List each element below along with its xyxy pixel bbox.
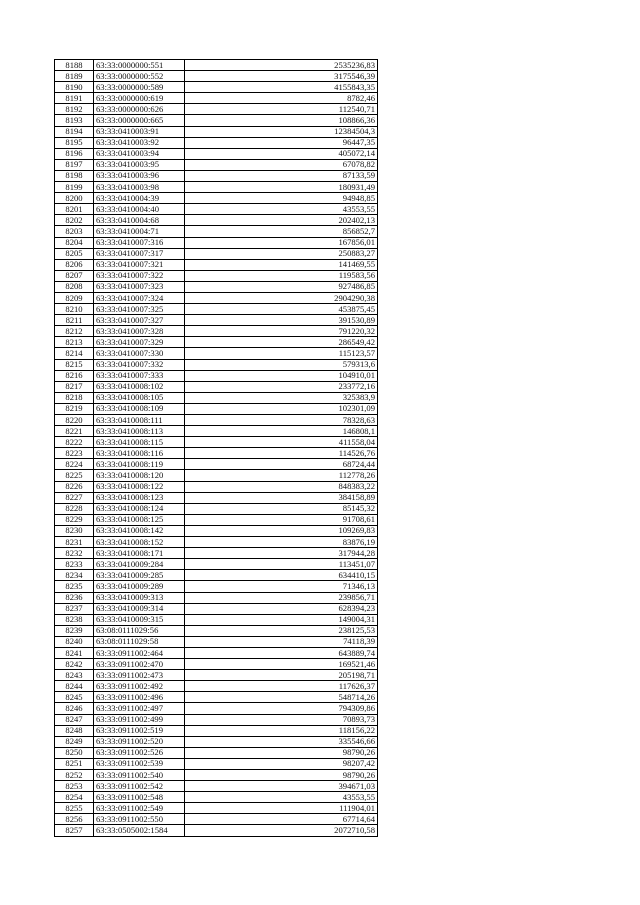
table-row (55, 459, 378, 470)
cadastral-value: 3175546,39 (185, 71, 378, 82)
table-row (55, 714, 378, 725)
cadastral-number: 63:33:0410007:321 (94, 259, 185, 270)
table-row (55, 426, 378, 437)
table-row (55, 636, 378, 647)
cadastral-value: 579313,6 (185, 359, 378, 370)
table-row (55, 82, 378, 93)
table-row (55, 814, 378, 825)
cadastral-value: 112778,26 (185, 470, 378, 481)
cadastral-number: 63:33:0410007:333 (94, 370, 185, 381)
row-number: 8196 (55, 148, 94, 159)
table-row (55, 126, 378, 137)
table-row (55, 736, 378, 747)
table-row (55, 93, 378, 104)
table-row (55, 592, 378, 603)
row-number: 8246 (55, 703, 94, 714)
cadastral-value: 250883,27 (185, 248, 378, 259)
cadastral-value: 205198,71 (185, 670, 378, 681)
cadastral-number: 63:33:0410008:125 (94, 514, 185, 525)
cadastral-value: 96447,35 (185, 137, 378, 148)
cadastral-number: 63:33:0000000:589 (94, 82, 185, 93)
cadastral-number: 63:33:0410008:171 (94, 548, 185, 559)
row-number: 8226 (55, 481, 94, 492)
cadastral-number: 63:33:0505002:1584 (94, 825, 185, 836)
row-number: 8213 (55, 337, 94, 348)
cadastral-value: 102301,09 (185, 403, 378, 414)
cadastral-number: 63:33:0410008:152 (94, 537, 185, 548)
cadastral-number: 63:33:0410004:71 (94, 226, 185, 237)
table-row (55, 625, 378, 636)
table-row (55, 581, 378, 592)
cadastral-value: 384158,89 (185, 492, 378, 503)
cadastral-value: 628394,23 (185, 603, 378, 614)
table-row (55, 670, 378, 681)
cadastral-value: 115123,57 (185, 348, 378, 359)
table-row (55, 315, 378, 326)
table-row (55, 703, 378, 714)
cadastral-value: 68724,44 (185, 459, 378, 470)
cadastral-value: 791220,32 (185, 326, 378, 337)
cadastral-number: 63:33:0410007:328 (94, 326, 185, 337)
table-row (55, 170, 378, 181)
cadastral-value: 98790,26 (185, 770, 378, 781)
cadastral-value: 113451,07 (185, 559, 378, 570)
cadastral-value: 85145,32 (185, 503, 378, 514)
cadastral-value: 146808,1 (185, 426, 378, 437)
cadastral-value: 548714,26 (185, 692, 378, 703)
table-row (55, 559, 378, 570)
cadastral-value: 111904,01 (185, 803, 378, 814)
table-row (55, 403, 378, 414)
row-number: 8204 (55, 237, 94, 248)
table-row (55, 747, 378, 758)
row-number: 8232 (55, 548, 94, 559)
row-number: 8222 (55, 437, 94, 448)
cadastral-value: 453875,45 (185, 304, 378, 315)
cadastral-number: 63:33:0410007:330 (94, 348, 185, 359)
table-row (55, 415, 378, 426)
table-row (55, 537, 378, 548)
cadastral-number: 63:33:0410008:116 (94, 448, 185, 459)
table-row (55, 659, 378, 670)
cadastral-number: 63:33:0410003:91 (94, 126, 185, 137)
cadastral-number: 63:33:0410007:325 (94, 304, 185, 315)
table-row (55, 237, 378, 248)
row-number: 8188 (55, 60, 94, 71)
table-row (55, 370, 378, 381)
cadastral-number: 63:33:0410004:39 (94, 193, 185, 204)
table-row (55, 226, 378, 237)
table-row (55, 326, 378, 337)
cadastral-number: 63:33:0911002:499 (94, 714, 185, 725)
cadastral-value: 98790,26 (185, 747, 378, 758)
cadastral-number: 63:33:0410008:109 (94, 403, 185, 414)
cadastral-value: 239856,71 (185, 592, 378, 603)
cadastral-number: 63:33:0911002:526 (94, 747, 185, 758)
table-row (55, 304, 378, 315)
cadastral-number: 63:33:0410008:124 (94, 503, 185, 514)
cadastral-number: 63:33:0911002:520 (94, 736, 185, 747)
cadastral-value: 2072710,58 (185, 825, 378, 836)
cadastral-number: 63:33:0410007:327 (94, 315, 185, 326)
cadastral-value: 856852,7 (185, 226, 378, 237)
row-number: 8236 (55, 592, 94, 603)
cadastral-value: 233772,16 (185, 381, 378, 392)
cadastral-value: 43553,55 (185, 204, 378, 215)
table-row (55, 60, 378, 71)
cadastral-number: 63:33:0911002:497 (94, 703, 185, 714)
table-row (55, 137, 378, 148)
table-row (55, 259, 378, 270)
table-row (55, 392, 378, 403)
row-number: 8234 (55, 570, 94, 581)
cadastral-number: 63:08:0111029:56 (94, 625, 185, 636)
table-row (55, 792, 378, 803)
table-row (55, 270, 378, 281)
table-row (55, 803, 378, 814)
table-row (55, 692, 378, 703)
table-row (55, 548, 378, 559)
cadastral-number: 63:33:0410009:289 (94, 581, 185, 592)
table-row (55, 159, 378, 170)
cadastral-number: 63:33:0410009:314 (94, 603, 185, 614)
row-number: 8214 (55, 348, 94, 359)
row-number: 8205 (55, 248, 94, 259)
row-number: 8195 (55, 137, 94, 148)
cadastral-value: 202402,13 (185, 215, 378, 226)
table-row (55, 437, 378, 448)
cadastral-value: 43553,55 (185, 792, 378, 803)
table-row (55, 348, 378, 359)
table-row (55, 725, 378, 736)
table-row (55, 148, 378, 159)
cadastral-number: 63:33:0000000:626 (94, 104, 185, 115)
table-row (55, 781, 378, 792)
cadastral-number: 63:33:0410008:119 (94, 459, 185, 470)
cadastral-value: 317944,28 (185, 548, 378, 559)
cadastral-number: 63:33:0410008:111 (94, 415, 185, 426)
row-number: 8249 (55, 736, 94, 747)
row-number: 8206 (55, 259, 94, 270)
row-number: 8225 (55, 470, 94, 481)
row-number: 8248 (55, 725, 94, 736)
cadastral-value: 394671,03 (185, 781, 378, 792)
row-number: 8210 (55, 304, 94, 315)
cadastral-value: 149004,31 (185, 614, 378, 625)
row-number: 8216 (55, 370, 94, 381)
cadastral-value: 108866,36 (185, 115, 378, 126)
cadastral-value: 405072,14 (185, 148, 378, 159)
cadastral-value: 238125,53 (185, 625, 378, 636)
cadastral-value: 391530,89 (185, 315, 378, 326)
cadastral-number: 63:33:0911002:550 (94, 814, 185, 825)
row-number: 8192 (55, 104, 94, 115)
row-number: 8219 (55, 403, 94, 414)
table-row (55, 292, 378, 303)
cadastral-number: 63:33:0410008:115 (94, 437, 185, 448)
cadastral-number: 63:33:0911002:519 (94, 725, 185, 736)
row-number: 8247 (55, 714, 94, 725)
row-number: 8227 (55, 492, 94, 503)
table-row (55, 281, 378, 292)
cadastral-value: 4155843,35 (185, 82, 378, 93)
row-number: 8235 (55, 581, 94, 592)
table-row (55, 503, 378, 514)
cadastral-number: 63:33:0410008:120 (94, 470, 185, 481)
row-number: 8233 (55, 559, 94, 570)
cadastral-value: 634410,15 (185, 570, 378, 581)
table-row (55, 215, 378, 226)
row-number: 8202 (55, 215, 94, 226)
cadastral-value: 118156,22 (185, 725, 378, 736)
cadastral-number: 63:33:0410003:98 (94, 182, 185, 193)
cadastral-number: 63:33:0911002:549 (94, 803, 185, 814)
cadastral-value: 169521,46 (185, 659, 378, 670)
row-number: 8194 (55, 126, 94, 137)
cadastral-value: 70893,73 (185, 714, 378, 725)
cadastral-number: 63:33:0000000:665 (94, 115, 185, 126)
row-number: 8207 (55, 270, 94, 281)
table-row (55, 514, 378, 525)
row-number: 8237 (55, 603, 94, 614)
cadastral-number: 63:33:0410007:317 (94, 248, 185, 259)
row-number: 8251 (55, 758, 94, 769)
row-number: 8223 (55, 448, 94, 459)
row-number: 8201 (55, 204, 94, 215)
row-number: 8239 (55, 625, 94, 636)
table-body (55, 60, 378, 837)
cadastral-value: 848383,22 (185, 481, 378, 492)
cadastral-value: 74118,39 (185, 636, 378, 647)
table-row (55, 770, 378, 781)
table-row (55, 193, 378, 204)
table-row (55, 492, 378, 503)
cadastral-value: 119583,56 (185, 270, 378, 281)
row-number: 8229 (55, 514, 94, 525)
table-row (55, 182, 378, 193)
row-number: 8238 (55, 614, 94, 625)
cadastral-value: 411558,04 (185, 437, 378, 448)
cadastral-value: 325383,9 (185, 392, 378, 403)
table-row (55, 337, 378, 348)
cadastral-number: 63:33:0911002:496 (94, 692, 185, 703)
cadastral-value: 78328,63 (185, 415, 378, 426)
row-number: 8212 (55, 326, 94, 337)
table-row (55, 381, 378, 392)
table-row (55, 825, 378, 836)
row-number: 8250 (55, 747, 94, 758)
row-number: 8203 (55, 226, 94, 237)
cadastral-number: 63:33:0410007:332 (94, 359, 185, 370)
cadastral-number: 63:33:0410003:96 (94, 170, 185, 181)
cadastral-number: 63:33:0000000:619 (94, 93, 185, 104)
cadastral-value: 112540,71 (185, 104, 378, 115)
cadastral-value: 643889,74 (185, 647, 378, 658)
table-row (55, 681, 378, 692)
table-row (55, 448, 378, 459)
cadastral-value: 114526,76 (185, 448, 378, 459)
cadastral-number: 63:33:0410004:68 (94, 215, 185, 226)
cadastral-number: 63:33:0911002:473 (94, 670, 185, 681)
cadastral-number: 63:33:0410008:102 (94, 381, 185, 392)
table-row (55, 71, 378, 82)
table-row (55, 470, 378, 481)
table-row (55, 204, 378, 215)
row-number: 8189 (55, 71, 94, 82)
row-number: 8244 (55, 681, 94, 692)
cadastral-value-table (54, 59, 378, 837)
cadastral-value: 167856,01 (185, 237, 378, 248)
cadastral-value: 12384504,3 (185, 126, 378, 137)
row-number: 8241 (55, 647, 94, 658)
cadastral-number: 63:33:0410007:316 (94, 237, 185, 248)
row-number: 8215 (55, 359, 94, 370)
row-number: 8208 (55, 281, 94, 292)
cadastral-value: 8782,46 (185, 93, 378, 104)
row-number: 8230 (55, 525, 94, 536)
cadastral-value: 104910,01 (185, 370, 378, 381)
cadastral-number: 63:33:0410008:123 (94, 492, 185, 503)
row-number: 8197 (55, 159, 94, 170)
cadastral-number: 63:33:0911002:542 (94, 781, 185, 792)
cadastral-number: 63:33:0410008:113 (94, 426, 185, 437)
row-number: 8242 (55, 659, 94, 670)
cadastral-value: 67714,64 (185, 814, 378, 825)
cadastral-value: 2535236,83 (185, 60, 378, 71)
row-number: 8255 (55, 803, 94, 814)
cadastral-number: 63:33:0911002:548 (94, 792, 185, 803)
cadastral-number: 63:33:0911002:470 (94, 659, 185, 670)
row-number: 8256 (55, 814, 94, 825)
table-row (55, 481, 378, 492)
table-row (55, 603, 378, 614)
cadastral-number: 63:33:0410008:142 (94, 525, 185, 536)
cadastral-value: 794309,86 (185, 703, 378, 714)
cadastral-value: 91708,61 (185, 514, 378, 525)
cadastral-value: 109269,83 (185, 525, 378, 536)
cadastral-number: 63:33:0410007:329 (94, 337, 185, 348)
cadastral-value: 927486,85 (185, 281, 378, 292)
row-number: 8224 (55, 459, 94, 470)
row-number: 8217 (55, 381, 94, 392)
cadastral-number: 63:33:0410007:323 (94, 281, 185, 292)
row-number: 8257 (55, 825, 94, 836)
row-number: 8211 (55, 315, 94, 326)
table-row (55, 248, 378, 259)
cadastral-number: 63:33:0410003:92 (94, 137, 185, 148)
table-row (55, 359, 378, 370)
cadastral-number: 63:33:0410009:285 (94, 570, 185, 581)
row-number: 8221 (55, 426, 94, 437)
cadastral-number: 63:33:0410007:322 (94, 270, 185, 281)
table-row (55, 647, 378, 658)
cadastral-number: 63:33:0911002:492 (94, 681, 185, 692)
row-number: 8231 (55, 537, 94, 548)
cadastral-value: 286549,42 (185, 337, 378, 348)
cadastral-number: 63:33:0410009:284 (94, 559, 185, 570)
cadastral-number: 63:33:0410007:324 (94, 292, 185, 303)
table-row (55, 525, 378, 536)
row-number: 8245 (55, 692, 94, 703)
table-row (55, 614, 378, 625)
table-row (55, 104, 378, 115)
row-number: 8193 (55, 115, 94, 126)
cadastral-number: 63:33:0000000:552 (94, 71, 185, 82)
cadastral-value: 335546,66 (185, 736, 378, 747)
row-number: 8252 (55, 770, 94, 781)
cadastral-value: 2904290,38 (185, 292, 378, 303)
cadastral-value: 71346,13 (185, 581, 378, 592)
table-row (55, 570, 378, 581)
row-number: 8199 (55, 182, 94, 193)
row-number: 8228 (55, 503, 94, 514)
row-number: 8240 (55, 636, 94, 647)
cadastral-value: 83876,19 (185, 537, 378, 548)
table-row (55, 115, 378, 126)
cadastral-number: 63:33:0410009:313 (94, 592, 185, 603)
cadastral-value: 94948,85 (185, 193, 378, 204)
row-number: 8198 (55, 170, 94, 181)
cadastral-value: 180931,49 (185, 182, 378, 193)
cadastral-number: 63:33:0911002:464 (94, 647, 185, 658)
cadastral-value: 117626,37 (185, 681, 378, 692)
row-number: 8190 (55, 82, 94, 93)
row-number: 8191 (55, 93, 94, 104)
row-number: 8200 (55, 193, 94, 204)
row-number: 8243 (55, 670, 94, 681)
cadastral-number: 63:33:0410004:40 (94, 204, 185, 215)
row-number: 8209 (55, 292, 94, 303)
cadastral-value: 141469,55 (185, 259, 378, 270)
cadastral-value: 67078,82 (185, 159, 378, 170)
cadastral-number: 63:33:0410003:94 (94, 148, 185, 159)
cadastral-value: 98207,42 (185, 758, 378, 769)
row-number: 8220 (55, 415, 94, 426)
cadastral-number: 63:33:0911002:539 (94, 758, 185, 769)
row-number: 8253 (55, 781, 94, 792)
cadastral-number: 63:33:0911002:540 (94, 770, 185, 781)
row-number: 8254 (55, 792, 94, 803)
table-row (55, 758, 378, 769)
cadastral-number: 63:33:0410008:105 (94, 392, 185, 403)
cadastral-number: 63:33:0000000:551 (94, 60, 185, 71)
cadastral-number: 63:33:0410008:122 (94, 481, 185, 492)
cadastral-number: 63:33:0410009:315 (94, 614, 185, 625)
cadastral-number: 63:33:0410003:95 (94, 159, 185, 170)
cadastral-value: 87133,59 (185, 170, 378, 181)
cadastral-number: 63:08:0111029:58 (94, 636, 185, 647)
row-number: 8218 (55, 392, 94, 403)
